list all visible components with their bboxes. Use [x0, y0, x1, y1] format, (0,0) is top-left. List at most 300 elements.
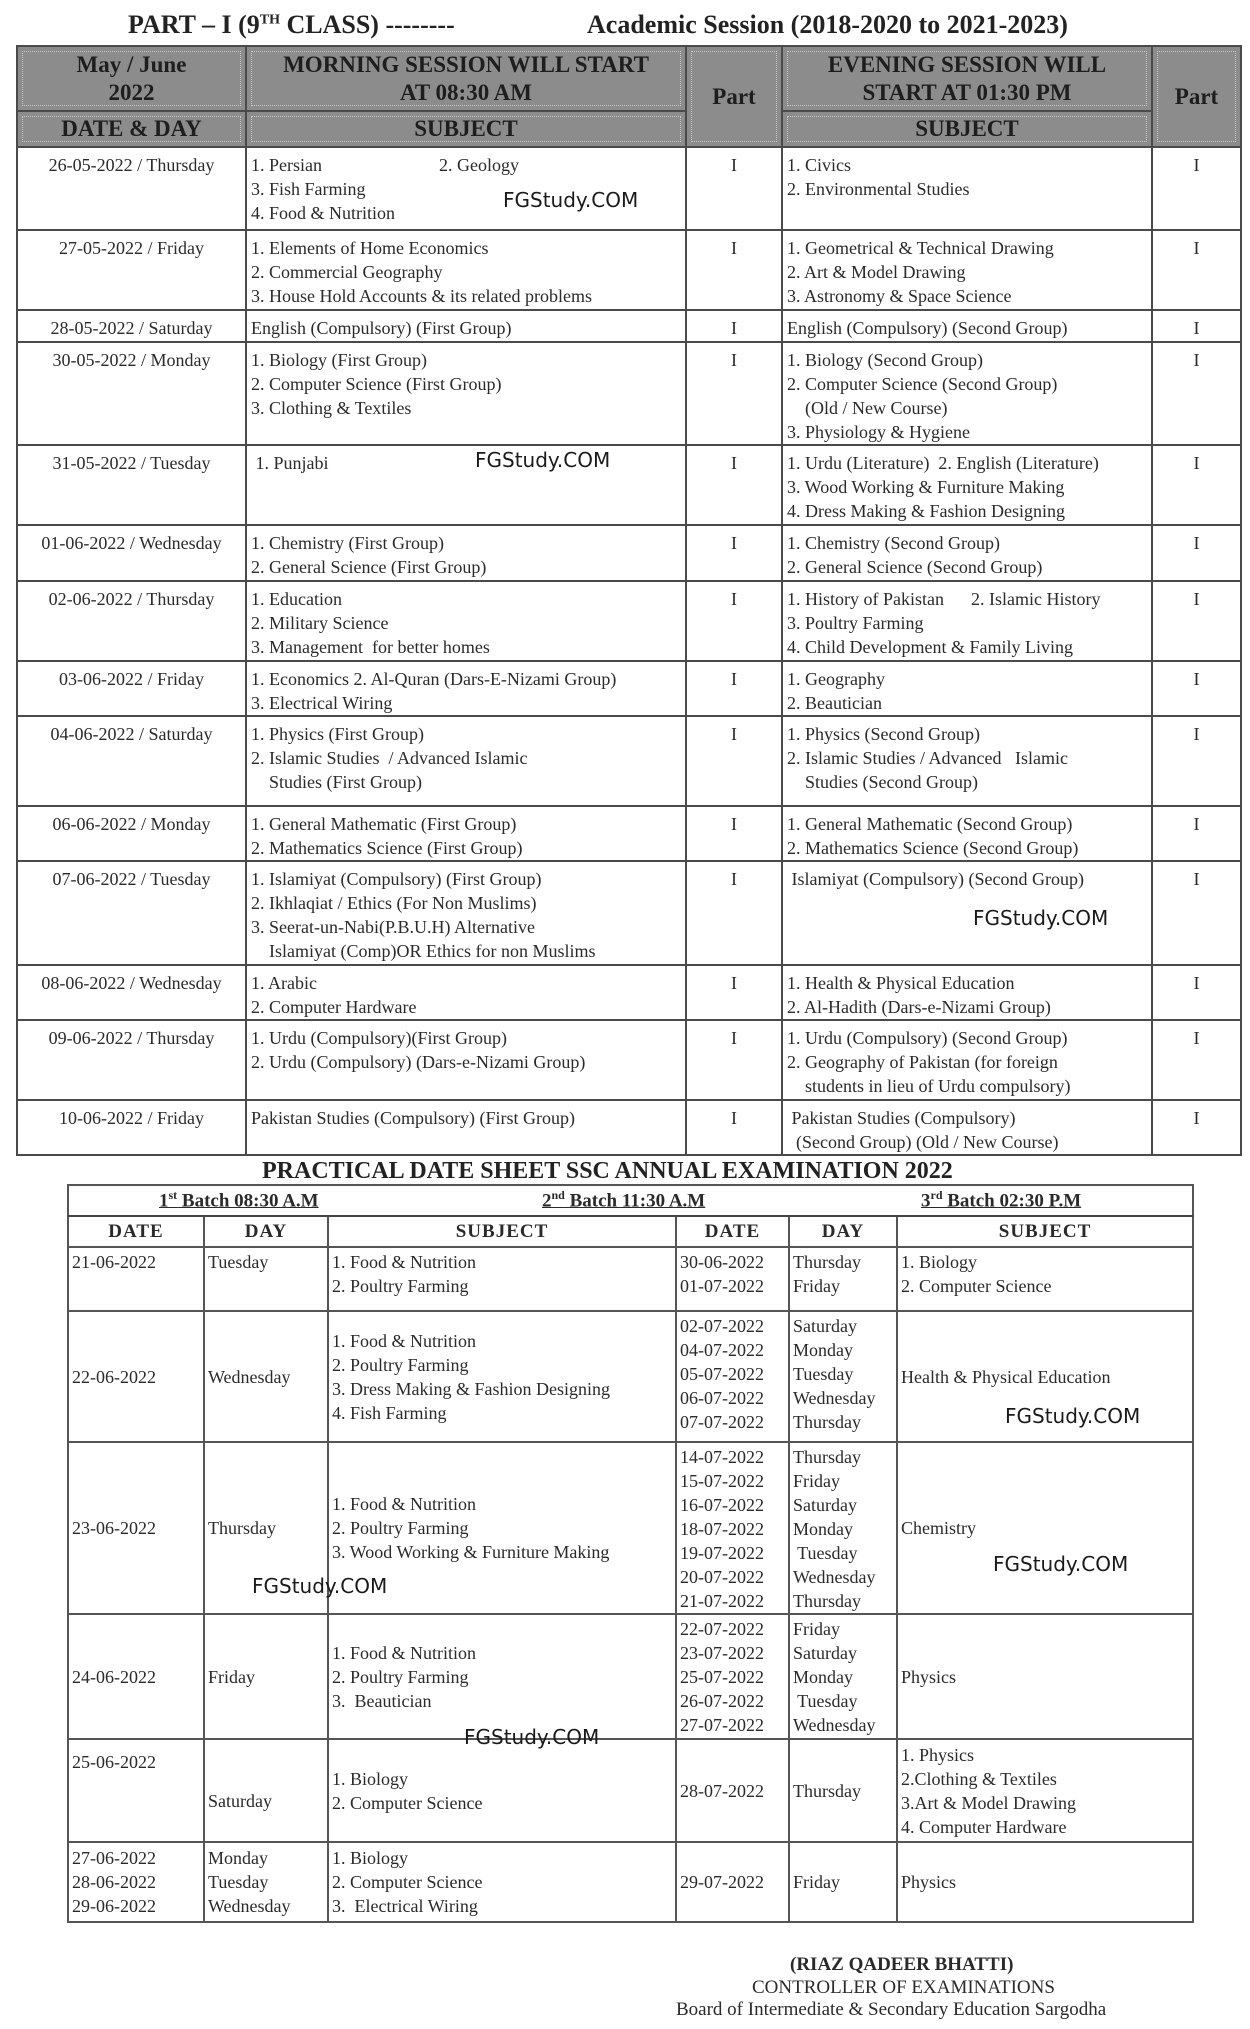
cell-line: 04-07-2022 [680, 1340, 764, 1360]
subject-line: 1. Education [251, 589, 342, 609]
cell-line: 27-07-2022 [680, 1715, 764, 1735]
exam-date-day: 01-06-2022 / Wednesday [17, 525, 246, 581]
practical-subjects [328, 1842, 676, 1922]
watermark: FGStudy.COM [464, 1725, 600, 1749]
cell-line: 2. Computer Science [332, 1792, 483, 1813]
cell-line: Tuesday [793, 1364, 854, 1384]
morning-part: I [686, 445, 782, 525]
table-row [68, 1247, 1193, 1311]
subject-line: 2. Computer Science (Second Group) [787, 374, 1058, 394]
cell-line: Physics [901, 1666, 957, 1687]
subject-line: 3. Electrical Wiring [251, 693, 393, 713]
exam-date-day: 06-06-2022 / Monday [17, 806, 246, 861]
morning-subjects [246, 661, 686, 716]
subject-line: Studies (Second Group) [787, 772, 978, 792]
cell-line: 27-06-2022 [72, 1848, 156, 1868]
cell-line: 21-06-2022 [72, 1252, 156, 1272]
watermark: FGStudy.COM [973, 906, 1109, 930]
subject-line: Pakistan Studies (Compulsory) [787, 1108, 1016, 1128]
exam-date-day: 09-06-2022 / Thursday [17, 1020, 246, 1100]
cell-line: 2.Clothing & Textiles [901, 1768, 1057, 1789]
practical-day [204, 1247, 328, 1311]
cell-line: Wednesday [793, 1567, 876, 1587]
cell-line: 20-07-2022 [680, 1567, 764, 1587]
practical-date [68, 1842, 204, 1922]
col-date: DATE [68, 1216, 204, 1247]
exam-date-day: 07-06-2022 / Tuesday [17, 861, 246, 965]
practical-date [68, 1739, 204, 1842]
table-row [17, 965, 1241, 1020]
subject-line: 3. Management for better homes [251, 637, 490, 657]
subject-line: 1. Health & Physical Education [787, 973, 1015, 993]
cell-line: 23-06-2022 [72, 1518, 156, 1538]
evening-subjects [782, 342, 1152, 445]
cell-line: Tuesday [208, 1872, 269, 1892]
cell-line: 07-07-2022 [680, 1412, 764, 1432]
morning-subjects [246, 965, 686, 1020]
morning-part: I [686, 310, 782, 342]
cell-line: Saturday [793, 1495, 857, 1515]
subject-line: 3. Astronomy & Space Science [787, 286, 1012, 306]
subject-line: 1. Arabic [251, 973, 317, 993]
practical-day [204, 1311, 328, 1442]
subject-line: 4. Food & Nutrition [251, 203, 396, 223]
subject-line: 2. Mathematics Science (First Group) [251, 838, 523, 858]
cell-line: Thursday [793, 1412, 861, 1432]
cell-line: 28-07-2022 [680, 1780, 764, 1801]
subject-line: 3. Clothing & Textiles [251, 398, 412, 418]
practical-subjects [328, 1739, 676, 1842]
evening-part: I [1152, 445, 1241, 525]
cell-line: Friday [793, 1619, 840, 1639]
evening-subjects [782, 661, 1152, 716]
cell-line: 3.Art & Model Drawing [901, 1792, 1076, 1813]
evening-part-header: Part [1152, 46, 1241, 147]
subject-line: 2. General Science (First Group) [251, 557, 487, 577]
practical-date [676, 1614, 789, 1739]
subject-line: 4. Dress Making & Fashion Designing [787, 501, 1065, 521]
exam-date-day: 02-06-2022 / Thursday [17, 581, 246, 661]
table-row [68, 1442, 1193, 1614]
morning-part: I [686, 230, 782, 310]
evening-subjects [782, 716, 1152, 806]
cell-line: Saturday [793, 1643, 857, 1663]
cell-line: Friday [793, 1872, 840, 1892]
morning-subjects [246, 1020, 686, 1100]
cell-line: 25-06-2022 [72, 1752, 156, 1772]
subject-line: 4. Child Development & Family Living [787, 637, 1073, 657]
subject-line: 2. Geography of Pakistan (for foreign [787, 1052, 1058, 1072]
cell-line: 2. Poultry Farming [332, 1666, 469, 1687]
practical-subjects [328, 1247, 676, 1311]
cell-line: 1. Food & Nutrition [332, 1494, 477, 1514]
exam-date-day: 04-06-2022 / Saturday [17, 716, 246, 806]
evening-session-header: EVENING SESSION WILL START AT 01:30 PM [782, 46, 1152, 111]
cell-line: Thursday [793, 1252, 861, 1272]
practical-date [676, 1442, 789, 1614]
morning-subject-header: SUBJECT [246, 111, 686, 147]
subject-line: 2. Islamic Studies / Advanced Islamic [251, 748, 528, 768]
cell-line: 24-06-2022 [72, 1666, 156, 1687]
document-title [0, 10, 1250, 44]
practical-day [204, 1614, 328, 1739]
morning-subjects [246, 230, 686, 310]
watermark: FGStudy.COM [993, 1552, 1129, 1576]
subject-line: 1. Biology (First Group) [251, 350, 428, 370]
table-row [17, 661, 1241, 716]
cell-line: Saturday [208, 1790, 272, 1811]
practical-date [68, 1614, 204, 1739]
cell-line: 4. Fish Farming [332, 1402, 447, 1423]
practical-day [789, 1311, 897, 1442]
subject-line: 1. History of Pakistan 2. Islamic History [787, 589, 1101, 609]
morning-part: I [686, 342, 782, 445]
evening-subjects [782, 806, 1152, 861]
morning-part-header: Part [686, 46, 782, 147]
morning-part: I [686, 147, 782, 230]
cell-line: 30-06-2022 [680, 1252, 764, 1272]
subject-line: 3. Fish Farming [251, 179, 366, 199]
morning-subjects [246, 310, 686, 342]
subject-line: 2. Commercial Geography [251, 262, 443, 282]
practical-subjects [897, 1247, 1193, 1311]
subject-line: 1. General Mathematic (First Group) [251, 814, 517, 834]
practical-date [676, 1247, 789, 1311]
morning-subjects [246, 342, 686, 445]
cell-line: 3. Wood Working & Furniture Making [332, 1542, 610, 1562]
evening-part: I [1152, 1100, 1241, 1155]
cell-line: 3. Electrical Wiring [332, 1896, 478, 1916]
morning-part: I [686, 861, 782, 965]
cell-line: 05-07-2022 [680, 1364, 764, 1384]
col-day: DAY [204, 1216, 328, 1247]
subject-line: 1. Geography [787, 669, 885, 689]
evening-part: I [1152, 230, 1241, 310]
cell-line: Monday [793, 1340, 853, 1360]
cell-line: Thursday [793, 1591, 861, 1611]
subject-line: 2. Al-Hadith (Dars-e-Nizami Group) [787, 997, 1051, 1017]
exam-date-day: 27-05-2022 / Friday [17, 230, 246, 310]
controller-name: (RIAZ QADEER BHATTI) [790, 1954, 1014, 1975]
practical-date [68, 1311, 204, 1442]
col-subject: SUBJECT [328, 1216, 676, 1247]
evening-part: I [1152, 147, 1241, 230]
morning-subjects [246, 806, 686, 861]
subject-line: 1. Civics [787, 155, 852, 175]
cell-line: 2. Poultry Farming [332, 1354, 469, 1375]
subject-line: 1. Elements of Home Economics [251, 238, 489, 258]
subject-line: 2. Islamic Studies / Advanced Islamic [787, 748, 1068, 768]
evening-subjects [782, 525, 1152, 581]
practical-subjects [897, 1842, 1193, 1922]
table-row [17, 525, 1241, 581]
date-day-header: DATE & DAY [17, 111, 246, 147]
evening-part: I [1152, 342, 1241, 445]
batch-1-label: 1st Batch 08:30 A.M [159, 1188, 319, 1212]
subject-line: 1. Urdu (Compulsory)(First Group) [251, 1028, 507, 1048]
table-row [17, 310, 1241, 342]
cell-line: 01-07-2022 [680, 1276, 764, 1296]
subject-line: 3. Seerat-un-Nabi(P.B.U.H) Alternative [251, 917, 535, 937]
cell-line: Monday [793, 1667, 853, 1687]
evening-part: I [1152, 581, 1241, 661]
practical-day [789, 1739, 897, 1842]
cell-line: 1. Physics [901, 1744, 975, 1765]
morning-part: I [686, 1020, 782, 1100]
exam-date-day: 03-06-2022 / Friday [17, 661, 246, 716]
subject-line: 3. Wood Working & Furniture Making [787, 477, 1065, 497]
cell-line: 4. Computer Hardware [901, 1816, 1067, 1837]
table-row [68, 1842, 1193, 1922]
evening-part: I [1152, 965, 1241, 1020]
evening-subjects [782, 445, 1152, 525]
class-title: PART – I (9TH CLASS) -------- [128, 10, 455, 39]
table-row [68, 1739, 1193, 1842]
subject-line: English (Compulsory) (Second Group) [787, 318, 1068, 338]
exam-date-day: 28-05-2022 / Saturday [17, 310, 246, 342]
cell-line: Friday [793, 1276, 840, 1296]
exam-date-day: 31-05-2022 / Tuesday [17, 445, 246, 525]
cell-line: Wednesday [208, 1896, 291, 1916]
practical-day [204, 1739, 328, 1842]
practical-day [789, 1442, 897, 1614]
subject-line: Islamiyat (Compulsory) (Second Group) [787, 869, 1084, 889]
subject-line: 1. Urdu (Literature) 2. English (Literature) [787, 453, 1099, 473]
evening-subjects [782, 581, 1152, 661]
evening-part: I [1152, 525, 1241, 581]
cell-line: 22-07-2022 [680, 1619, 764, 1639]
watermark: FGStudy.COM [1005, 1404, 1141, 1428]
morning-subjects [246, 581, 686, 661]
cell-line: Saturday [793, 1316, 857, 1336]
practical-day [789, 1842, 897, 1922]
practical-subjects [328, 1614, 676, 1739]
morning-part: I [686, 525, 782, 581]
practical-subjects [897, 1614, 1193, 1739]
exam-date-day: 30-05-2022 / Monday [17, 342, 246, 445]
board-name: Board of Intermediate & Secondary Education Sargodha [676, 1999, 1107, 2020]
practical-date [676, 1311, 789, 1442]
morning-part: I [686, 581, 782, 661]
cell-line: 29-06-2022 [72, 1896, 156, 1916]
cell-line: 2. Computer Science [901, 1276, 1052, 1296]
practical-date [68, 1442, 204, 1614]
cell-line: 2. Poultry Farming [332, 1518, 469, 1538]
academic-session: Academic Session (2018-2020 to 2021-2023) [587, 10, 1068, 39]
subject-line: Islamiyat (Comp)OR Ethics for non Muslims [251, 941, 596, 961]
evening-part: I [1152, 310, 1241, 342]
evening-subjects [782, 1100, 1152, 1155]
cell-line: 1. Biology [901, 1252, 978, 1272]
cell-line: 29-07-2022 [680, 1872, 764, 1892]
subject-line: 1. Persian 2. Geology [251, 155, 519, 175]
cell-line: Wednesday [793, 1388, 876, 1408]
morning-part: I [686, 806, 782, 861]
practical-day [789, 1247, 897, 1311]
morning-part: I [686, 661, 782, 716]
cell-line: 2. Poultry Farming [332, 1276, 469, 1296]
cell-line: 1. Food & Nutrition [332, 1252, 477, 1272]
subject-line: 2. Computer Hardware [251, 997, 417, 1017]
practical-title: PRACTICAL DATE SHEET SSC ANNUAL EXAMINATION 2022 [262, 1158, 953, 1184]
cell-line: 1. Food & Nutrition [332, 1642, 477, 1663]
subject-line: 3. Poultry Farming [787, 613, 924, 633]
cell-line: 06-07-2022 [680, 1388, 764, 1408]
subject-line: (Old / New Course) [787, 398, 948, 418]
cell-line: 3. Beautician [332, 1690, 432, 1711]
subject-line: Studies (First Group) [251, 772, 422, 792]
subject-line: 1. Physics (Second Group) [787, 724, 980, 744]
cell-line: 28-06-2022 [72, 1872, 156, 1892]
subject-line: Pakistan Studies (Compulsory) (First Group) [251, 1108, 575, 1128]
batch-row [68, 1185, 1193, 1216]
exam-date-day: 26-05-2022 / Thursday [17, 147, 246, 230]
batch-2-label: 2nd Batch 11:30 A.M [542, 1188, 706, 1212]
subject-line: 1. Chemistry (Second Group) [787, 533, 1000, 553]
cell-line: 21-07-2022 [680, 1591, 764, 1611]
col-date: DATE [676, 1216, 789, 1247]
evening-subjects [782, 1020, 1152, 1100]
subject-line: 3. House Hold Accounts & its related problems [251, 286, 592, 306]
cell-line: 18-07-2022 [680, 1519, 764, 1539]
morning-subjects [246, 716, 686, 806]
cell-line: Health & Physical Education [901, 1366, 1111, 1387]
cell-line: Thursday [793, 1447, 861, 1467]
watermark: FGStudy.COM [252, 1574, 388, 1598]
cell-line: Thursday [208, 1518, 276, 1538]
evening-part: I [1152, 861, 1241, 965]
table-row [17, 1100, 1241, 1155]
subject-line: 1. Biology (Second Group) [787, 350, 983, 370]
exam-date-day: 08-06-2022 / Wednesday [17, 965, 246, 1020]
subject-line: 1. Islamiyat (Compulsory) (First Group) [251, 869, 542, 889]
cell-line: Thursday [793, 1780, 861, 1801]
practical-date [676, 1739, 789, 1842]
morning-subjects [246, 445, 686, 525]
practical-day [204, 1842, 328, 1922]
subject-line: 1. Geometrical & Technical Drawing [787, 238, 1054, 258]
cell-line: 02-07-2022 [680, 1316, 764, 1336]
subject-line: 1. Economics 2. Al-Quran (Dars-E-Nizami Group) [251, 669, 617, 689]
subject-line: 1. Urdu (Compulsory) (Second Group) [787, 1028, 1068, 1048]
practical-day [789, 1614, 897, 1739]
morning-subjects [246, 861, 686, 965]
cell-line: Chemistry [901, 1518, 976, 1538]
morning-part: I [686, 716, 782, 806]
cell-line: Tuesday [793, 1543, 858, 1563]
evening-part: I [1152, 716, 1241, 806]
col-day: DAY [789, 1216, 897, 1247]
watermark: FGStudy.COM [475, 448, 611, 472]
practical-date [68, 1247, 204, 1311]
subject-line: 2. General Science (Second Group) [787, 557, 1043, 577]
evening-part: I [1152, 661, 1241, 716]
cell-line: Monday [208, 1848, 268, 1868]
subject-line: 2. Military Science [251, 613, 389, 633]
evening-subject-header: SUBJECT [782, 111, 1152, 147]
morning-part: I [686, 965, 782, 1020]
table-row [17, 230, 1241, 310]
table-row [17, 806, 1241, 861]
col-subject: SUBJECT [897, 1216, 1193, 1247]
cell-line: Tuesday [793, 1691, 858, 1711]
cell-line: 2. Computer Science [332, 1872, 483, 1892]
table-row [17, 581, 1241, 661]
cell-line: Wednesday [793, 1715, 876, 1735]
cell-line: 1. Biology [332, 1768, 409, 1789]
cell-line: Friday [208, 1666, 255, 1687]
cell-line: Wednesday [208, 1366, 291, 1387]
subject-line: 2. Beautician [787, 693, 882, 713]
cell-line: 15-07-2022 [680, 1471, 764, 1491]
subject-line: 2. Art & Model Drawing [787, 262, 966, 282]
practical-subjects [328, 1311, 676, 1442]
cell-line: 19-07-2022 [680, 1543, 764, 1563]
cell-line: 1. Biology [332, 1848, 409, 1868]
cell-line: 3. Dress Making & Fashion Designing [332, 1378, 610, 1399]
table-row [68, 1614, 1193, 1739]
cell-line: 25-07-2022 [680, 1667, 764, 1687]
evening-part: I [1152, 1020, 1241, 1100]
cell-line: 16-07-2022 [680, 1495, 764, 1515]
cell-line: 14-07-2022 [680, 1447, 764, 1467]
subject-line: (Second Group) (Old / New Course) [787, 1132, 1059, 1152]
table-row [17, 342, 1241, 445]
practical-subjects [897, 1739, 1193, 1842]
evening-subjects [782, 965, 1152, 1020]
morning-part: I [686, 1100, 782, 1155]
month-year-header: May / June 2022 [17, 46, 246, 111]
evening-subjects [782, 147, 1152, 230]
subject-line: 1. Physics (First Group) [251, 724, 425, 744]
morning-session-header: MORNING SESSION WILL START AT 08:30 AM [246, 46, 686, 111]
cell-line: 1. Food & Nutrition [332, 1330, 477, 1351]
subject-line: 1. Chemistry (First Group) [251, 533, 444, 553]
evening-part: I [1152, 806, 1241, 861]
morning-subjects [246, 1100, 686, 1155]
subject-line: 2. Mathematics Science (Second Group) [787, 838, 1079, 858]
subject-line: 2. Environmental Studies [787, 179, 970, 199]
subject-line: 2. Computer Science (First Group) [251, 374, 502, 394]
subject-line: 2. Urdu (Compulsory) (Dars-e-Nizami Group) [251, 1052, 586, 1072]
cell-line: Monday [793, 1519, 853, 1539]
morning-subjects [246, 525, 686, 581]
subject-line: 3. Physiology & Hygiene [787, 422, 970, 442]
cell-line: 22-06-2022 [72, 1366, 156, 1387]
subject-line: English (Compulsory) (First Group) [251, 318, 512, 338]
practical-subjects [897, 1442, 1193, 1614]
cell-line: 26-07-2022 [680, 1691, 764, 1711]
cell-line: 23-07-2022 [680, 1643, 764, 1663]
table-row [17, 1020, 1241, 1100]
evening-subjects [782, 230, 1152, 310]
evening-subjects [782, 310, 1152, 342]
table-row [17, 716, 1241, 806]
subject-line: 1. General Mathematic (Second Group) [787, 814, 1073, 834]
subject-line: 1. Punjabi [251, 453, 329, 473]
exam-date-day: 10-06-2022 / Friday [17, 1100, 246, 1155]
subject-line: 2. Ikhlaqiat / Ethics (For Non Muslims) [251, 893, 537, 913]
cell-line: Physics [901, 1872, 957, 1892]
table-row [17, 445, 1241, 525]
practical-date [676, 1842, 789, 1922]
controller-role: CONTROLLER OF EXAMINATIONS [752, 1977, 1055, 1998]
watermark: FGStudy.COM [503, 188, 639, 212]
cell-line: Tuesday [208, 1252, 269, 1272]
subject-line: students in lieu of Urdu compulsory) [787, 1076, 1071, 1096]
batch-3-label: 3rd Batch 02:30 P.M [921, 1188, 1082, 1212]
cell-line: Friday [793, 1471, 840, 1491]
